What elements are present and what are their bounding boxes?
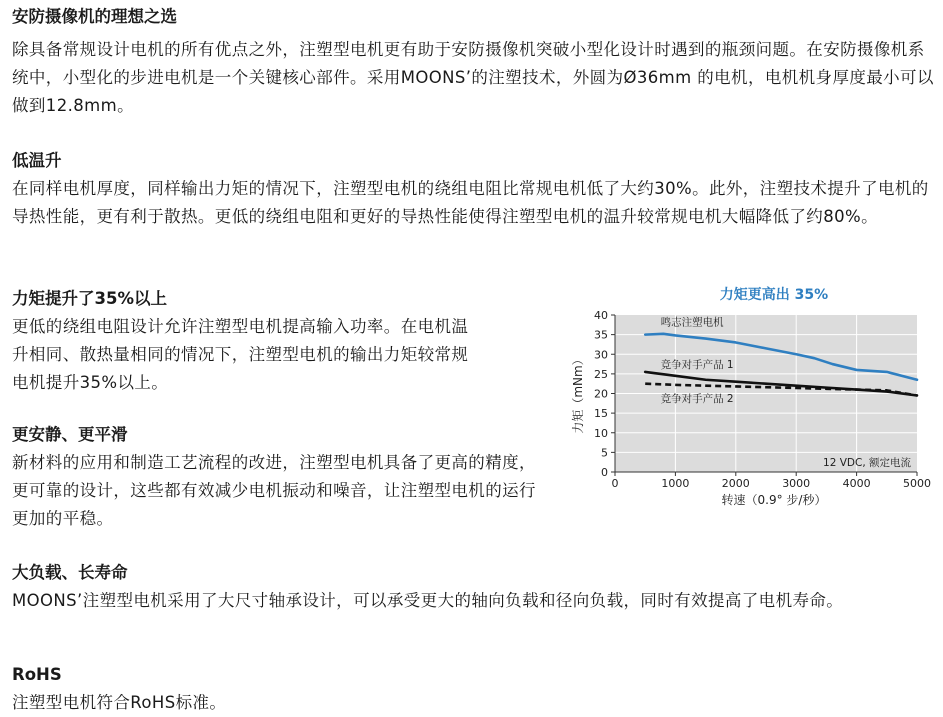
series-label-3: 竞争对手产品 2 — [660, 393, 734, 406]
x-tick-label: 4000 — [842, 477, 871, 490]
x-tick-label: 5000 — [903, 477, 931, 490]
x-axis-label: 转速（0.9° 步/秒） — [721, 493, 827, 507]
y-tick-label: 25 — [594, 367, 608, 381]
section-body-torque: 更低的绕组电阻设计允许注塑型电机提高输入功率。在电机温升相同、散热量相同的情况下，注塑型电机的输出力矩较常规电机提升35%以上。 — [12, 317, 469, 392]
y-tick-label: 10 — [594, 426, 608, 440]
y-tick-label: 5 — [601, 446, 608, 460]
x-tick-label: 0 — [611, 477, 619, 490]
y-tick-label: 0 — [601, 466, 608, 479]
series-label-2: 竞争对手产品 1 — [660, 358, 734, 371]
x-tick-label: 3000 — [782, 477, 811, 490]
section-body-low-temp-rise: 在同样电机厚度，同样输出力矩的情况下，注塑型电机的绕组电阻比常规电机低了大约30%。此外，注塑技术提升了电机的导热性能，更有利于散热。更低的绕组电阻和更好的导热性能使得注塑型电机的温升较常规电机大幅降低了约80%。 — [12, 179, 929, 226]
section-body-rohs: 注塑型电机符合RoHS标准。 — [12, 693, 227, 712]
section-title-rohs: RoHS — [12, 665, 62, 684]
y-tick-label: 15 — [594, 407, 608, 421]
chart-annotation: 12 VDC, 额定电流 — [823, 457, 911, 469]
section-title-torque: 力矩提升了35%以上 — [12, 289, 167, 308]
y-tick-label: 30 — [594, 348, 608, 362]
x-tick-label: 2000 — [721, 477, 750, 490]
section-title-low-temp-rise: 低温升 — [12, 151, 62, 170]
section-title-quieter: 更安静、更平滑 — [12, 425, 128, 444]
section-title-security-camera: 安防摄像机的理想之选 — [12, 7, 177, 26]
y-tick-label: 20 — [594, 387, 608, 401]
y-tick-label: 35 — [594, 328, 608, 342]
chart-title: 力矩更高出 35% — [719, 287, 829, 303]
y-axis-label: 力矩（mNm） — [571, 353, 585, 434]
y-tick-label: 40 — [594, 309, 608, 322]
section-title-large-load: 大负载、长寿命 — [12, 563, 128, 582]
torque-chart-svg — [565, 280, 935, 512]
torque-chart — [565, 280, 935, 512]
x-tick-label: 1000 — [661, 477, 690, 490]
section-body-security-camera: 除具备常规设计电机的所有优点之外，注塑型电机更有助于安防摄像机突破小型化设计时遇到的瓶颈问题。在安防摄像机系统中，小型化的步进电机是一个关键核心部件。采用MOONS’的注塑技术，外圆为Ø36mm 的电机，电机机身厚度最小可以做到12.8mm。 — [12, 40, 934, 115]
section-body-quieter: 新材料的应用和制造工艺流程的改进，注塑型电机具备了更高的精度，更可靠的设计，这些都有效减少电机振动和噪音，让注塑型电机的运行更加的平稳。 — [12, 453, 536, 528]
series-label-1: 鸣志注塑电机 — [660, 316, 724, 329]
section-body-large-load: MOONS’注塑型电机采用了大尺寸轴承设计，可以承受更大的轴向负载和径向负载，同时有效提高了电机寿命。 — [12, 591, 844, 610]
